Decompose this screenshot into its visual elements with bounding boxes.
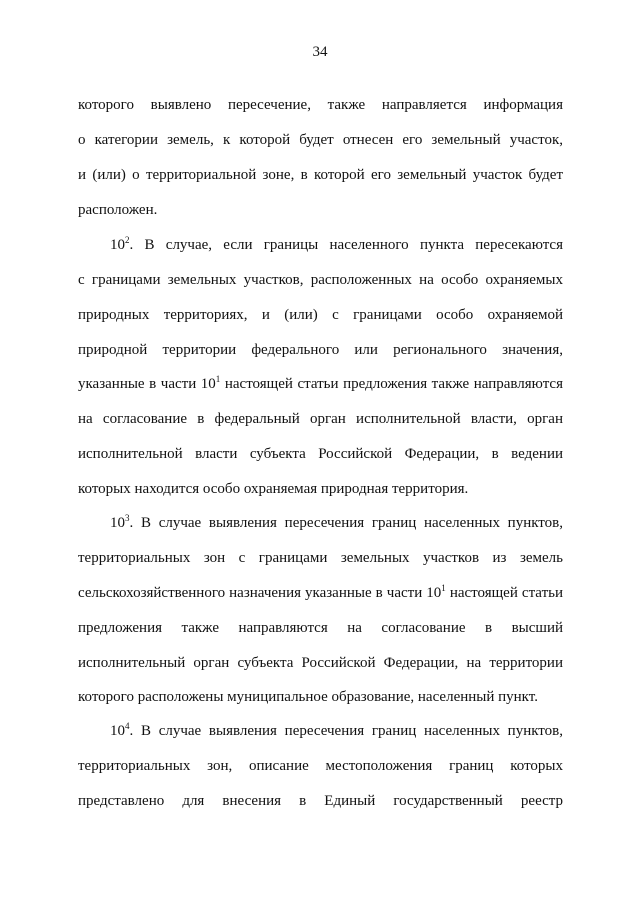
text-line: исполнительной власти субъекта Российской Федерации, в ведении bbox=[78, 446, 563, 462]
text-line: и (или) о территориальной зоне, в которой его земельный участок будет bbox=[78, 167, 563, 183]
text-line: на согласование в федеральный орган исполнительной власти, орган bbox=[78, 411, 563, 427]
paragraph-number: $10^3$ bbox=[110, 513, 130, 531]
text-line: которых находится особо охраняемая природная территория. bbox=[78, 481, 469, 497]
paragraph-first-line: $10^2$. В случае, если границы населенного пункта пересекаются bbox=[110, 235, 563, 253]
text-line: сельскохозяйственного назначения указанные в части $10^1$ настоящей статьи bbox=[78, 583, 563, 601]
text-line: указанные в части $10^1$ настоящей статьи предложения также направляются bbox=[78, 374, 563, 392]
paragraph-first-line: $10^4$. В случае выявления пересечения границ населенных пунктов, bbox=[110, 721, 563, 739]
paragraph-number: $10^4$ bbox=[110, 721, 130, 739]
text-line: природной территории федерального или регионального значения, bbox=[78, 342, 563, 358]
text-line: природных территориях, и (или) с границами особо охраняемой bbox=[78, 307, 563, 323]
paragraph-number: $10^2$ bbox=[110, 235, 130, 253]
text-line: о категории земель, к которой будет отнесен его земельный участок, bbox=[78, 132, 563, 148]
text-line: расположен. bbox=[78, 202, 158, 218]
text-line: исполнительный орган субъекта Российской Федерации, на территории bbox=[78, 655, 563, 671]
text-line: предложения также направляются на согласование в высший bbox=[78, 620, 563, 636]
text-line: территориальных зон с границами земельных участков из земель bbox=[78, 550, 563, 566]
text-line: территориальных зон, описание местоположения границ которых bbox=[78, 758, 563, 774]
text-line: которого выявлено пересечение, также направляется информация bbox=[78, 97, 563, 113]
text-line: которого расположены муниципальное образование, населенный пункт. bbox=[78, 689, 538, 705]
page-number: 34 bbox=[312, 44, 328, 60]
text-line: с границами земельных участков, расположенных на особо охраняемых bbox=[78, 272, 563, 288]
paragraph-first-line: $10^3$. В случае выявления пересечения границ населенных пунктов, bbox=[110, 513, 563, 531]
text-line: представлено для внесения в Единый государственный реестр bbox=[78, 793, 563, 809]
